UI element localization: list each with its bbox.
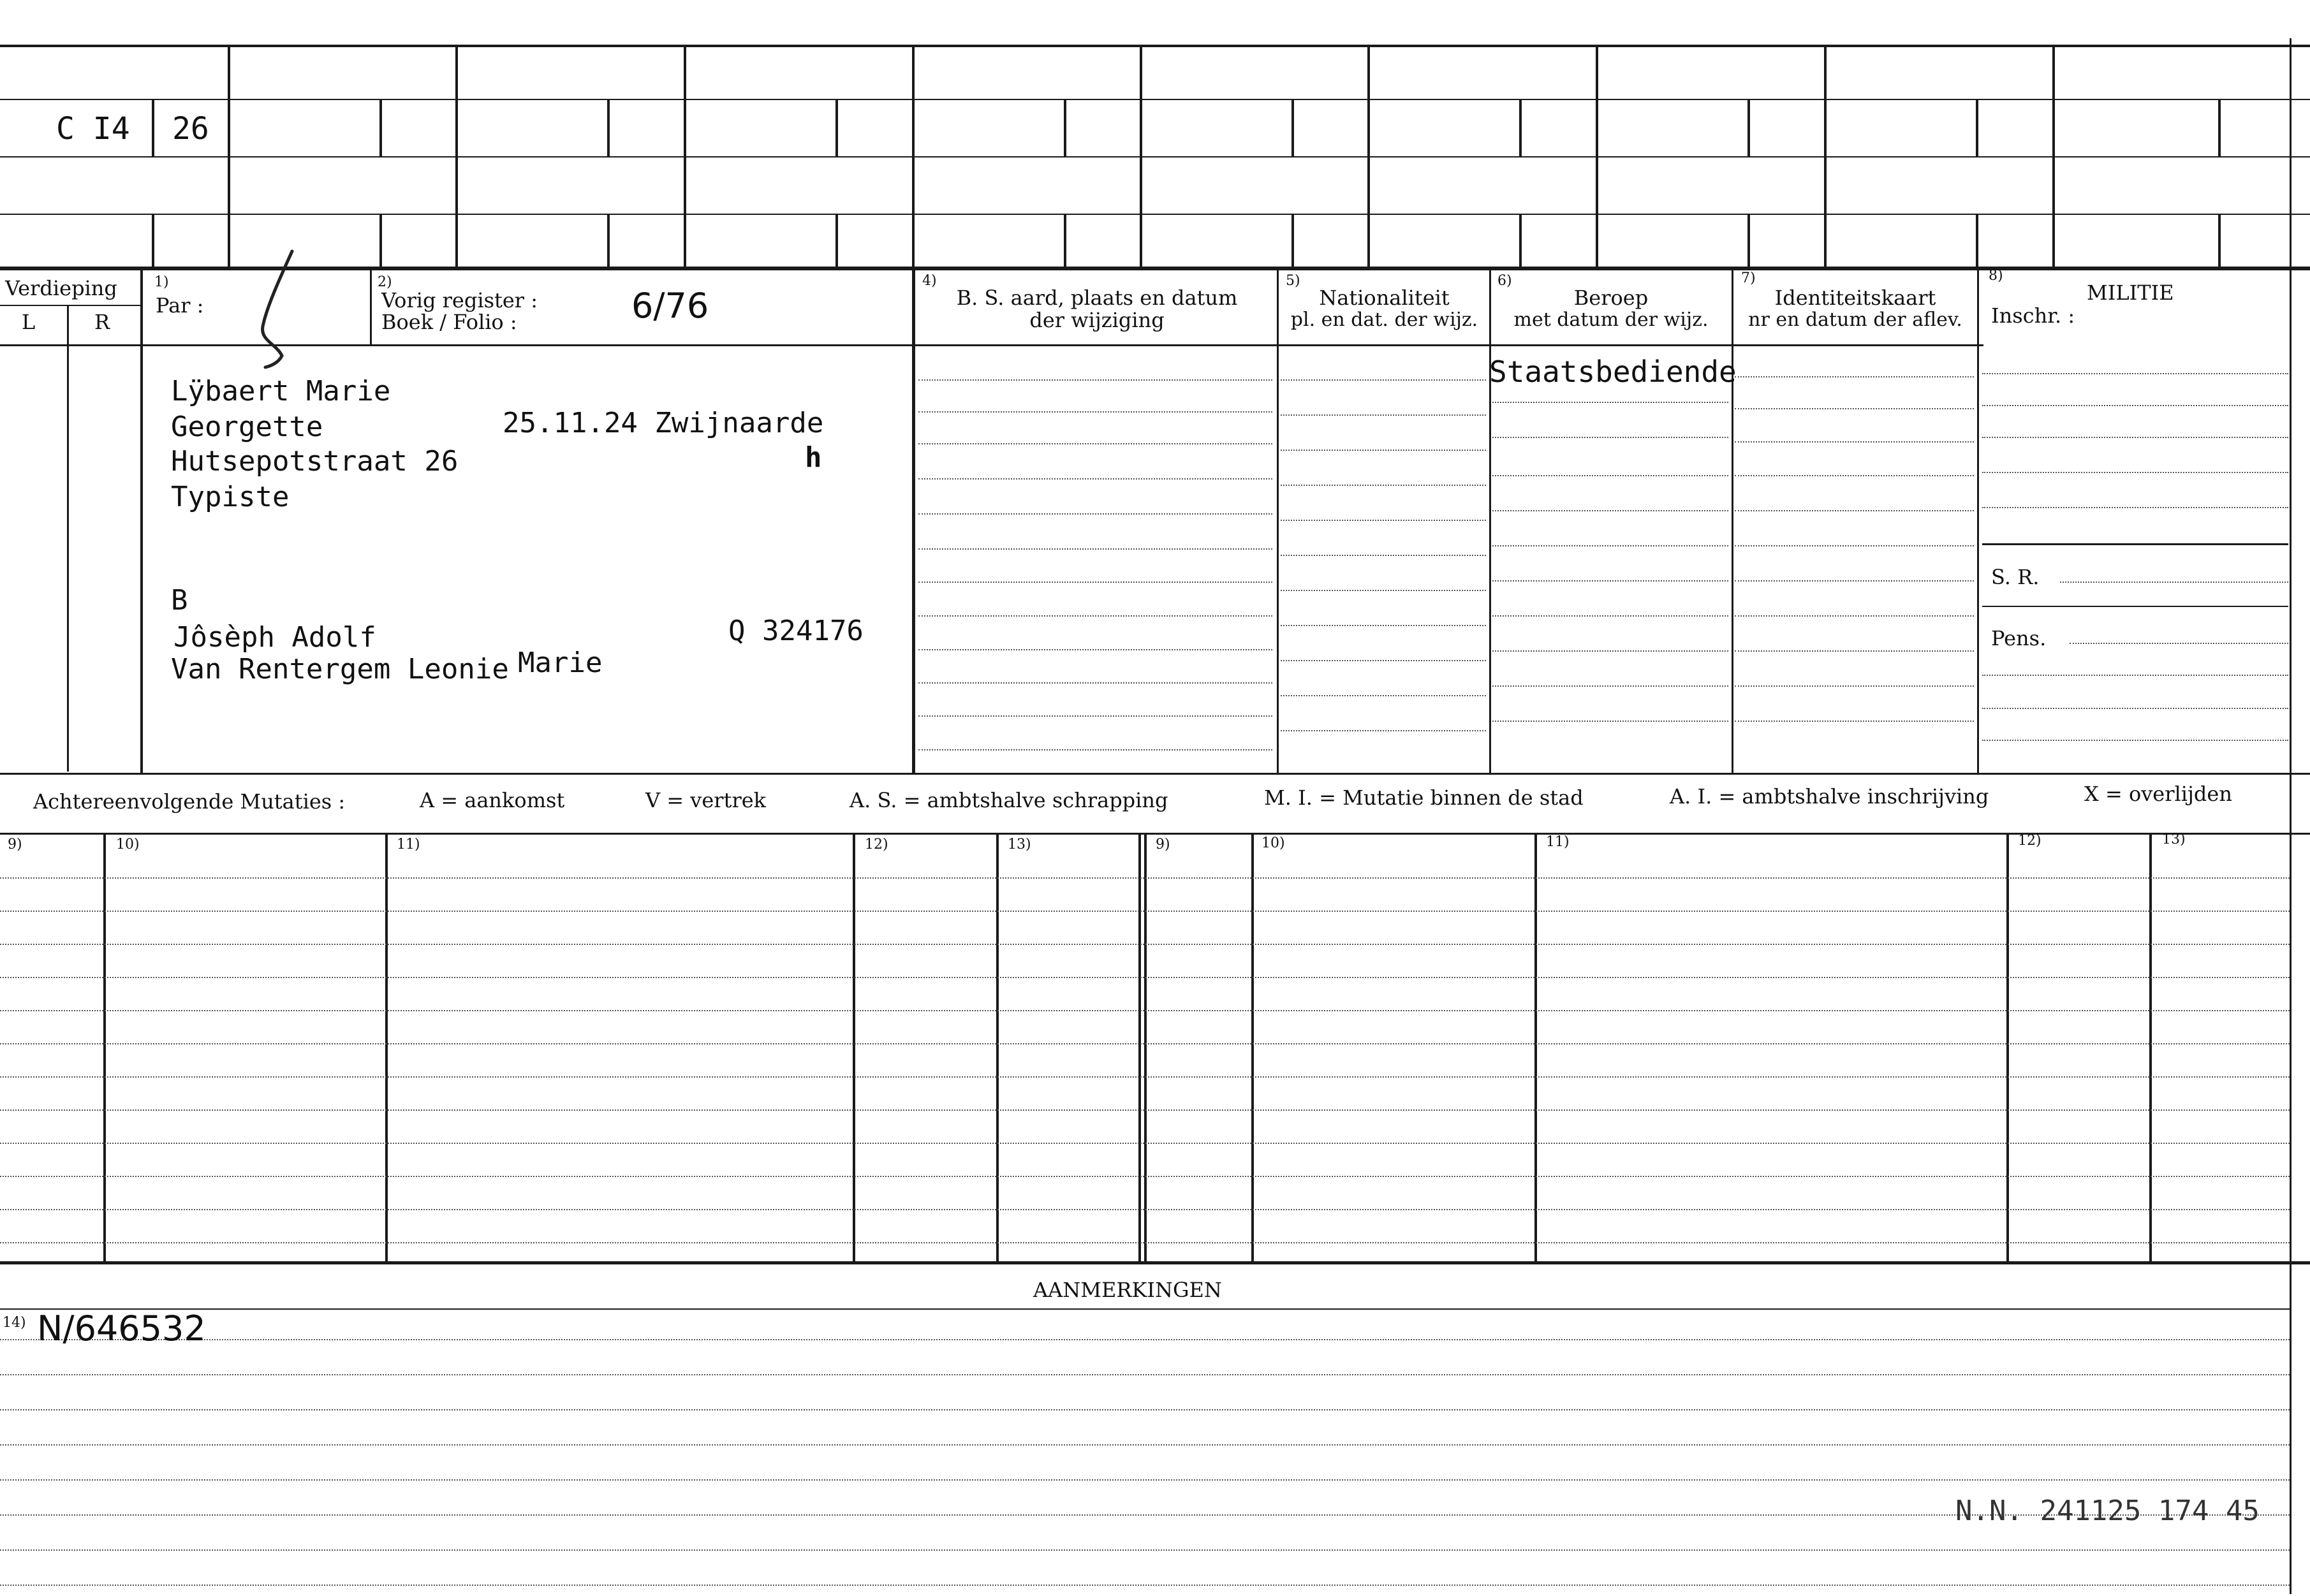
beroep-label-line1: Beroep bbox=[1573, 286, 1649, 310]
person-mother: Van Rentergem Leonie bbox=[171, 653, 509, 685]
mutation-col-9-left: 9) bbox=[8, 837, 22, 853]
mutation-col-10-right: 10) bbox=[1262, 835, 1285, 851]
vorig-register-label: Vorig register : bbox=[381, 288, 538, 312]
register-number: 26 bbox=[172, 111, 209, 147]
person-name-line1: Lÿbaert Marie bbox=[171, 375, 391, 407]
militie-number: 8) bbox=[1989, 268, 2003, 284]
boek-folio-value: 6/76 bbox=[631, 286, 709, 326]
legend-mutatie-binnen-stad: M. I. = Mutatie binnen de stad bbox=[1264, 786, 1584, 810]
mutation-col-12-right: 12) bbox=[2018, 833, 2041, 849]
verdieping-r-label: R bbox=[94, 310, 110, 334]
legend-ambtshalve-schrapping: A. S. = ambtshalve schrapping bbox=[850, 788, 1168, 812]
person-address: Hutsepotstraat 26 bbox=[171, 445, 459, 478]
identiteitskaart-number: 7) bbox=[1741, 270, 1756, 286]
inschr-label: Inschr. : bbox=[1991, 304, 2075, 328]
legend-title: Achtereenvolgende Mutaties : bbox=[33, 789, 346, 814]
legend-vertrek: V = vertrek bbox=[645, 788, 767, 812]
mutation-col-9-right: 9) bbox=[1156, 837, 1170, 853]
remarks-value: N/646532 bbox=[37, 1308, 206, 1349]
pens-label: Pens. bbox=[1991, 626, 2047, 650]
bs-label-line1: B. S. aard, plaats en datum bbox=[956, 286, 1238, 310]
remarks-number: 14) bbox=[3, 1315, 26, 1331]
beroep-label-line2: met datum der wijz. bbox=[1513, 309, 1709, 331]
person-name-line2: Georgette bbox=[171, 411, 323, 443]
verdieping-l-label: L bbox=[22, 310, 36, 334]
par-number: 1) bbox=[154, 274, 169, 290]
par-label: Par : bbox=[156, 293, 204, 318]
nationaliteit-label-line1: Nationaliteit bbox=[1319, 286, 1450, 310]
boek-folio-label: Boek / Folio : bbox=[381, 310, 517, 334]
verdieping-label: Verdieping bbox=[5, 276, 117, 300]
legend-overlijden: X = overlijden bbox=[2084, 782, 2232, 806]
person-father: Jôsèph Adolf bbox=[173, 621, 376, 654]
mutation-col-11-left: 11) bbox=[397, 837, 420, 853]
mutation-col-10-left: 10) bbox=[116, 837, 140, 853]
mutation-col-13-right: 13) bbox=[2162, 831, 2186, 847]
nationaliteit-label-line2: pl. en dat. der wijz. bbox=[1290, 309, 1478, 331]
legend-ambtshalve-inschrijving: A. I. = ambtshalve inschrijving bbox=[1670, 784, 1989, 809]
register-code: C I4 bbox=[56, 111, 130, 147]
identiteitskaart-label-line1: Identiteitskaart bbox=[1774, 286, 1936, 310]
mutation-col-11-right: 11) bbox=[1546, 834, 1570, 850]
militie-label: MILITIE bbox=[2087, 281, 2174, 305]
legend-aankomst: A = aankomst bbox=[420, 788, 565, 812]
identiteitskaart-label-line2: nr en datum der aflev. bbox=[1748, 309, 1962, 331]
par-signature bbox=[217, 249, 313, 376]
mutation-col-13-left: 13) bbox=[1008, 837, 1031, 853]
bs-label-line2: der wijziging bbox=[1029, 308, 1165, 332]
national-number: N.N. 241125 174 45 bbox=[1955, 1495, 2260, 1527]
person-marker: h bbox=[805, 441, 822, 474]
mutation-col-12-left: 12) bbox=[865, 837, 888, 853]
person-occupation: Typiste bbox=[171, 481, 290, 513]
person-id-number: Q 324176 bbox=[728, 615, 864, 647]
sr-label: S. R. bbox=[1991, 565, 2040, 589]
person-birth: 25.11.24 Zwijnaarde bbox=[503, 407, 824, 439]
beroep-number: 6) bbox=[1497, 273, 1512, 289]
beroep-value: Staatsbediende bbox=[1489, 355, 1737, 389]
remarks-title: AANMERKINGEN bbox=[1033, 1278, 1222, 1302]
vorig-number: 2) bbox=[378, 274, 392, 290]
person-b-label: B bbox=[171, 584, 188, 617]
bs-number: 4) bbox=[922, 273, 937, 289]
person-mother-extra: Marie bbox=[518, 647, 603, 679]
nationaliteit-number: 5) bbox=[1286, 273, 1300, 289]
